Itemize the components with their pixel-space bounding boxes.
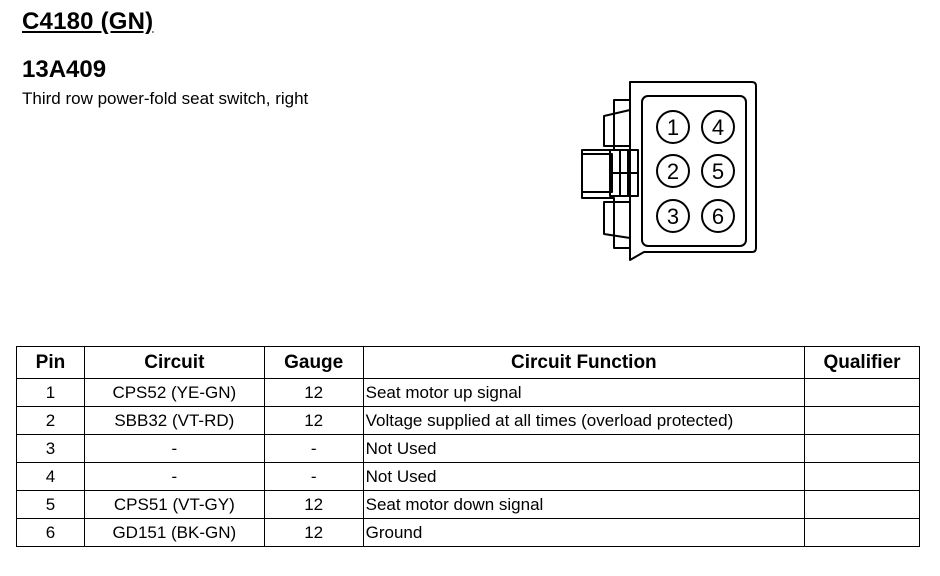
pinout-table (16, 346, 920, 547)
connector-latch-tab (582, 154, 612, 192)
pin-cell: 1 (17, 379, 85, 407)
connector-id-title: C4180 (GN) (22, 8, 154, 35)
table-row (17, 435, 920, 463)
table-row (17, 519, 920, 547)
part-number: 13A409 (22, 56, 107, 83)
table-row (17, 379, 920, 407)
circuit-cell: SBB32 (VT-RD) (84, 407, 264, 435)
qualifier-cell (805, 435, 920, 463)
column-header-circuit: Circuit (84, 347, 264, 379)
component-description: Third row power-fold seat switch, right (22, 89, 309, 108)
qualifier-cell (805, 519, 920, 547)
function-cell: Seat motor up signal (363, 379, 804, 407)
column-header-gauge: Gauge (264, 347, 363, 379)
table-row (17, 407, 920, 435)
qualifier-cell (805, 379, 920, 407)
circuit-cell: - (84, 463, 264, 491)
table-row (17, 491, 920, 519)
circuit-cell: CPS52 (YE-GN) (84, 379, 264, 407)
pin-cell: 6 (17, 519, 85, 547)
qualifier-cell (805, 491, 920, 519)
function-cell: Not Used (363, 463, 804, 491)
function-cell: Seat motor down signal (363, 491, 804, 519)
pin-cell: 5 (17, 491, 85, 519)
gauge-cell: 12 (264, 491, 363, 519)
gauge-cell: - (264, 435, 363, 463)
gauge-cell: - (264, 463, 363, 491)
function-cell: Voltage supplied at all times (overload protected) (363, 407, 804, 435)
circuit-cell: - (84, 435, 264, 463)
qualifier-cell (805, 463, 920, 491)
connector-face-diagram (578, 80, 758, 265)
gauge-cell: 12 (264, 407, 363, 435)
gauge-cell: 12 (264, 519, 363, 547)
pin-4-label: 4 (711, 115, 725, 140)
pin-cell: 4 (17, 463, 85, 491)
pin-1-label: 1 (666, 115, 680, 140)
pin-cell: 2 (17, 407, 85, 435)
connector-body-outline (630, 82, 756, 260)
pin-3-label: 3 (666, 204, 680, 229)
pin-5-label: 5 (711, 159, 725, 184)
pin-2-label: 2 (666, 159, 680, 184)
column-header-qualifier: Qualifier (805, 347, 920, 379)
circuit-cell: GD151 (BK-GN) (84, 519, 264, 547)
circuit-cell: CPS51 (VT-GY) (84, 491, 264, 519)
function-cell: Not Used (363, 435, 804, 463)
table-header-row (17, 347, 920, 379)
qualifier-cell (805, 407, 920, 435)
column-header-circuit-function: Circuit Function (363, 347, 804, 379)
column-header-pin: Pin (17, 347, 85, 379)
gauge-cell: 12 (264, 379, 363, 407)
table-row (17, 463, 920, 491)
pin-cell: 3 (17, 435, 85, 463)
function-cell: Ground (363, 519, 804, 547)
pin-6-label: 6 (711, 204, 725, 229)
